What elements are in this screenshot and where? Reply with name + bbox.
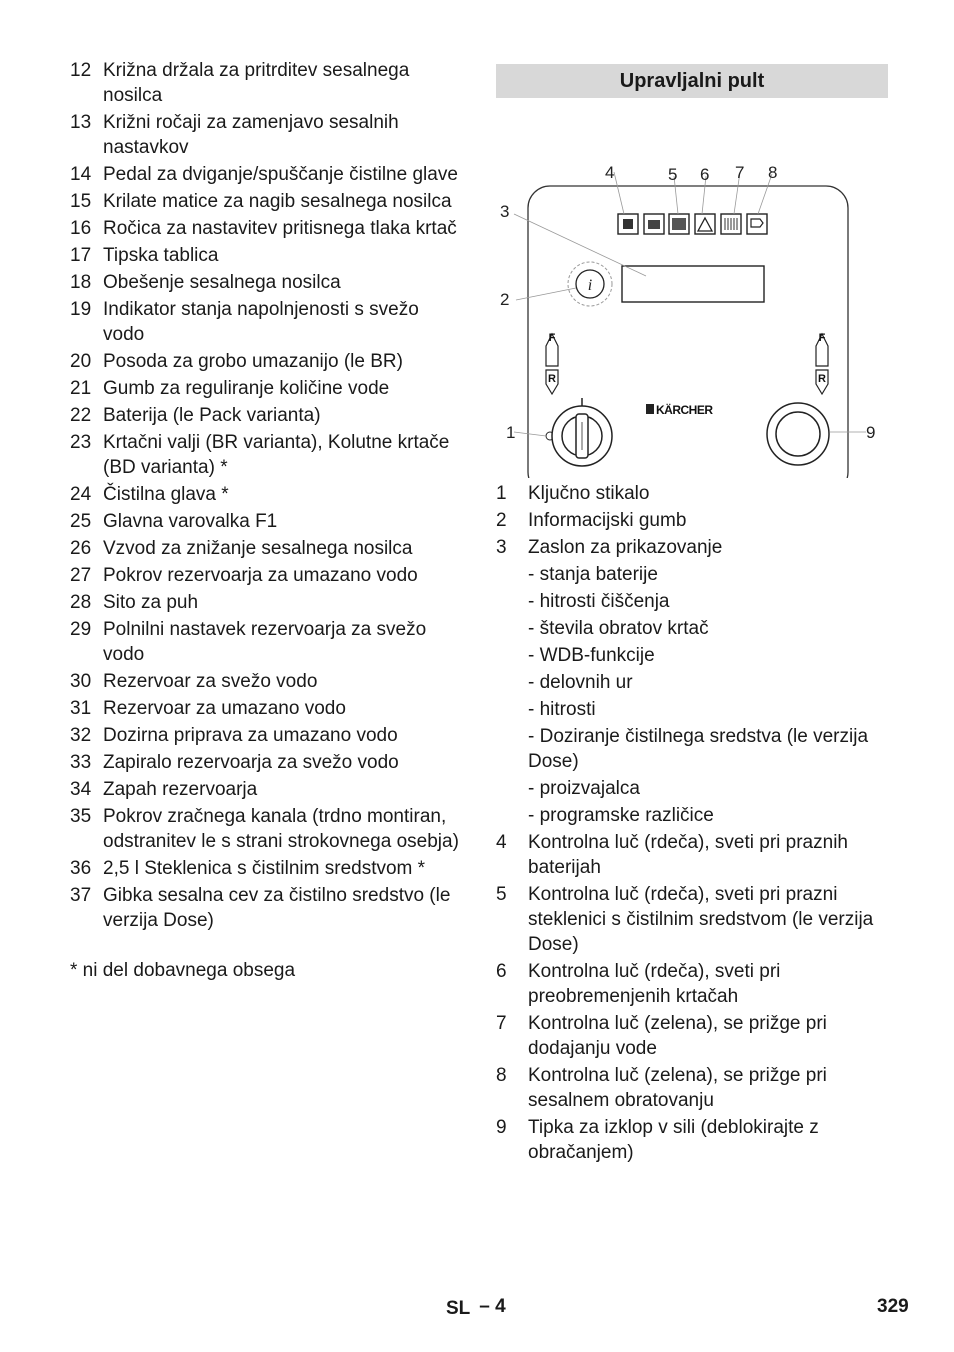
item-text: Pokrov zračnega kanala (trdno montiran, odstranitev le s strani strokovnega osebja) <box>103 806 459 852</box>
item-number: 16 <box>70 218 92 239</box>
list-item <box>70 430 462 480</box>
list-item <box>70 482 462 507</box>
control-panel-svg <box>496 112 888 478</box>
item-text: Baterija (le Pack varianta) <box>103 405 321 426</box>
item-number: 29 <box>70 619 92 640</box>
forward-button-label: F <box>548 332 556 344</box>
item-text: Ključno stikalo <box>528 483 650 504</box>
item-text: Dozirna priprava za umazano vodo <box>103 725 398 746</box>
sub-item: - stanja baterije <box>528 564 658 585</box>
item-text: Indikator stanja napolnjenosti s svežo vodo <box>103 299 419 345</box>
item-number: 27 <box>70 565 92 586</box>
footer-language <box>446 1296 506 1320</box>
item-number: 34 <box>70 779 92 800</box>
reverse-button-label-right: R <box>818 373 826 385</box>
item-number: 23 <box>70 432 92 453</box>
parts-list <box>70 58 462 933</box>
item-number: 5 <box>496 884 507 905</box>
reverse-button-label: R <box>548 373 556 385</box>
info-icon: i <box>587 277 593 294</box>
item-text: Zaslon za prikazovanje <box>528 537 723 558</box>
item-text: Kontrolna luč (zelena), se prižge pri sesalnem obratovanju <box>528 1065 827 1111</box>
list-item <box>70 563 462 588</box>
item-text: Pedal za dviganje/spuščanje čistilne glave <box>103 164 458 185</box>
item-number: 7 <box>496 1013 507 1034</box>
item-text: Pokrov rezervoarja za umazano vodo <box>103 565 418 586</box>
right-column <box>496 58 888 1167</box>
item-text: Glavna varovalka F1 <box>103 511 278 532</box>
page-number: 329 <box>877 1296 909 1317</box>
sub-item: - hitrosti <box>528 699 596 720</box>
list-item <box>70 804 462 854</box>
item-text: Ročica za nastavitev pritisnega tlaka krtač <box>103 218 457 239</box>
list-item <box>70 349 462 374</box>
item-number: 28 <box>70 592 92 613</box>
item-number: 30 <box>70 671 92 692</box>
section-title: Upravljalni pult <box>496 64 888 98</box>
item-text: Krilate matice za nagib sesalnega nosilca <box>103 191 452 212</box>
list-item <box>496 1011 888 1061</box>
list-item <box>70 883 462 933</box>
item-number: 20 <box>70 351 92 372</box>
item-number: 24 <box>70 484 92 505</box>
item-number: 22 <box>70 405 92 426</box>
sub-item: - hitrosti čiščenja <box>528 591 670 612</box>
item-number: 8 <box>496 1065 507 1086</box>
item-text: Čistilna glava * <box>103 484 229 505</box>
list-item <box>70 58 462 108</box>
callout-5: 5 <box>668 165 678 184</box>
list-item <box>70 243 462 268</box>
item-number: 4 <box>496 832 507 853</box>
list-item <box>70 856 462 881</box>
list-item <box>70 617 462 667</box>
footnote: * ni del dobavnega obsega <box>70 960 296 981</box>
list-item <box>70 590 462 615</box>
item-number: 3 <box>496 537 507 558</box>
list-item <box>70 110 462 160</box>
list-item <box>70 723 462 748</box>
item-text: Tipska tablica <box>103 245 219 266</box>
item-number: 35 <box>70 806 92 827</box>
legend-list <box>496 481 888 1165</box>
brush-glyph <box>672 218 686 230</box>
list-item <box>70 376 462 401</box>
display-screen <box>622 266 764 302</box>
item-text: Kontrolna luč (rdeča), sveti pri praznih baterijah <box>528 832 848 878</box>
sub-item: - Doziranje čistilnega sredstva (le verzija Dose) <box>528 726 869 772</box>
right-direction-buttons[interactable] <box>816 332 828 394</box>
list-item <box>496 882 888 957</box>
callout-7: 7 <box>735 163 745 182</box>
item-number: 33 <box>70 752 92 773</box>
item-number: 32 <box>70 725 92 746</box>
item-text: Sito za puh <box>103 592 199 613</box>
brand-logo <box>646 402 713 417</box>
left-direction-buttons[interactable] <box>546 332 558 394</box>
callout-3: 3 <box>500 202 510 221</box>
list-item <box>70 270 462 295</box>
item-number: 37 <box>70 885 92 906</box>
list-item <box>496 481 888 506</box>
list-item <box>70 297 462 347</box>
item-number: 13 <box>70 112 92 133</box>
callout-6: 6 <box>700 165 710 184</box>
brand-name: KÄRCHER <box>656 403 713 417</box>
list-item <box>70 189 462 214</box>
list-item <box>70 669 462 694</box>
forward-button-label-right: F <box>818 332 826 344</box>
item-number: 17 <box>70 245 92 266</box>
item-number: 15 <box>70 191 92 212</box>
emergency-stop-button[interactable] <box>767 403 829 465</box>
control-panel-diagram <box>496 112 888 478</box>
list-item <box>70 162 462 187</box>
item-text: Križna držala za pritrditev sesalnega nosilca <box>103 60 410 106</box>
item-number: 25 <box>70 511 92 532</box>
sub-item: - programske različice <box>528 805 714 826</box>
info-button[interactable] <box>568 262 612 306</box>
item-number: 12 <box>70 60 92 81</box>
item-text: Tipka za izklop v sili (deblokirajte z obračanjem) <box>528 1117 819 1163</box>
item-number: 26 <box>70 538 92 559</box>
list-item <box>496 1115 888 1165</box>
item-text: Križni ročaji za zamenjavo sesalnih nastavkov <box>103 112 399 158</box>
list-item <box>70 509 462 534</box>
language-code: SL <box>446 1298 470 1319</box>
item-text: Vzvod za znižanje sesalnega nosilca <box>103 538 413 559</box>
callout-2: 2 <box>500 290 510 309</box>
list-item <box>70 216 462 241</box>
item-text: Gibka sesalna cev za čistilno sredstvo (le verzija Dose) <box>103 885 451 931</box>
sub-item: - proizvajalca <box>528 778 640 799</box>
item-number: 19 <box>70 299 92 320</box>
item-number: 2 <box>496 510 507 531</box>
item-number: 14 <box>70 164 92 185</box>
callout-4: 4 <box>605 163 615 182</box>
list-item <box>70 536 462 561</box>
sub-item: - delovnih ur <box>528 672 633 693</box>
list-item <box>70 403 462 428</box>
item-text: Rezervoar za svežo vodo <box>103 671 318 692</box>
item-text: Krtačni valji (BR varianta), Kolutne krtače (BD varianta) * <box>103 432 450 478</box>
item-number: 18 <box>70 272 92 293</box>
item-text: Posoda za grobo umazanijo (le BR) <box>103 351 403 372</box>
left-column <box>70 58 462 983</box>
callout-8: 8 <box>768 163 778 182</box>
sub-item: - števila obratov krtač <box>528 618 709 639</box>
item-number: 21 <box>70 378 92 399</box>
callout-1: 1 <box>506 423 516 442</box>
item-text: Polnilni nastavek rezervoarja za svežo vodo <box>103 619 427 665</box>
list-item <box>496 959 888 1009</box>
list-item <box>70 750 462 775</box>
battery-glyph <box>623 219 633 229</box>
item-number: 6 <box>496 961 507 982</box>
item-text: Gumb za reguliranje količine vode <box>103 378 390 399</box>
item-text: Obešenje sesalnega nosilca <box>103 272 341 293</box>
item-text: Zapah rezervoarja <box>103 779 258 800</box>
list-item <box>496 508 888 533</box>
chapter-page: – 4 <box>479 1296 506 1317</box>
vacuum-indicator-icon <box>747 214 767 234</box>
detergent-glyph <box>648 220 660 229</box>
item-number: 31 <box>70 698 92 719</box>
item-text: Kontrolna luč (rdeča), sveti pri preobremenjenih krtačah <box>528 961 781 1007</box>
sub-item: - WDB-funkcije <box>528 645 655 666</box>
callout-9: 9 <box>866 423 876 442</box>
list-item <box>70 777 462 802</box>
item-text: Zapiralo rezervoarja za svežo vodo <box>103 752 399 773</box>
list-item <box>70 696 462 721</box>
item-number: 36 <box>70 858 92 879</box>
item-text: Kontrolna luč (zelena), se prižge pri dodajanju vode <box>528 1013 827 1059</box>
item-text: Informacijski gumb <box>528 510 687 531</box>
list-item <box>496 535 888 560</box>
list-item <box>496 1063 888 1113</box>
item-number: 9 <box>496 1117 507 1138</box>
item-text: 2,5 l Steklenica s čistilnim sredstvom * <box>103 858 426 879</box>
list-item <box>496 830 888 880</box>
item-number: 1 <box>496 483 507 504</box>
item-text: Rezervoar za umazano vodo <box>103 698 346 719</box>
item-text: Kontrolna luč (rdeča), sveti pri prazni steklenici s čistilnim sredstvom (le verzija Dose) <box>528 884 874 955</box>
